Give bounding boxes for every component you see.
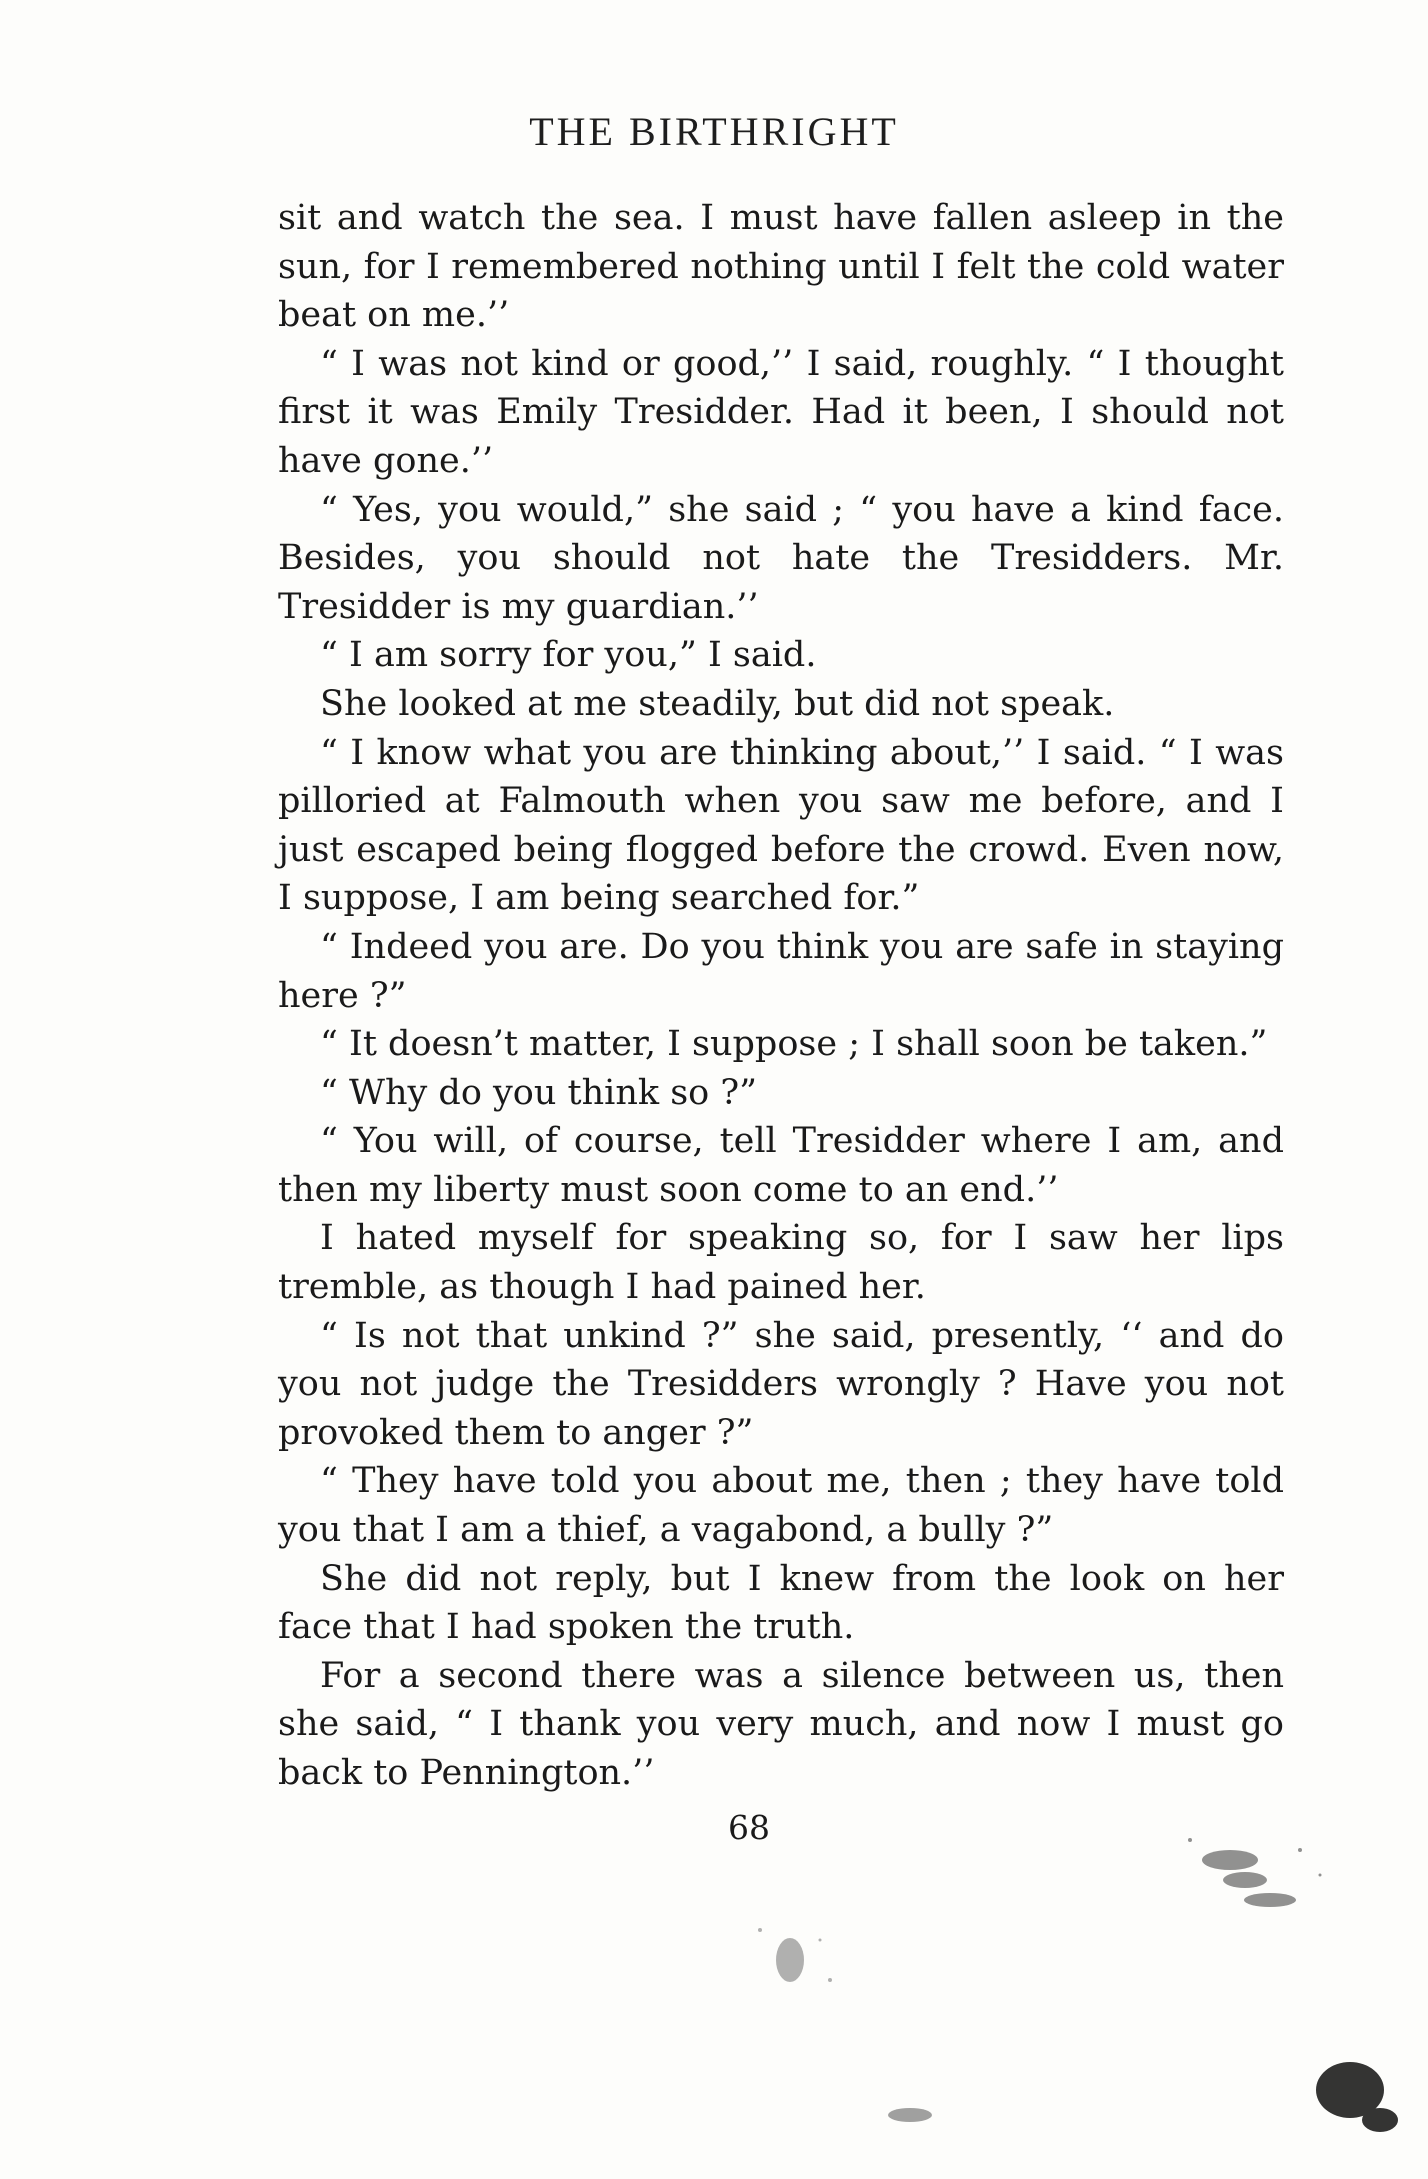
paragraph: sit and watch the sea. I must have fallen asleep in the sun, for I remembered nothing until I felt the cold water beat on me.’’ <box>278 198 1284 336</box>
page-number: 68 <box>728 1808 770 1847</box>
paragraph: “ Is not that unkind ?” she said, presently, ‘‘ and do you not judge the Tresidders wrongly ? Have you not provoked them to anger ?” <box>278 1315 1284 1453</box>
scan-smudge-center <box>730 1900 870 2020</box>
paragraph: “ I am sorry for you,” I said. <box>320 635 817 676</box>
paragraph: “ It doesn’t matter, I suppose ; I shall soon be taken.” <box>320 1024 1268 1065</box>
paragraph: “ Indeed you are. Do you think you are safe in staying here ?” <box>278 926 1284 1016</box>
paragraph: She looked at me steadily, but did not speak. <box>320 683 1115 724</box>
paragraph: “ I was not kind or good,’’ I said, roughly. “ I thought first it was Emily Tresidder. Had it been, I should not have gone.’’ <box>278 343 1284 481</box>
running-head: THE BIRTHRIGHT <box>529 109 899 154</box>
paragraph: “ You will, of course, tell Tresidder where I am, and then my liberty must soon come to an end.’’ <box>278 1121 1284 1210</box>
body-text <box>278 194 1284 1798</box>
paragraph: “ I know what you are thinking about,’’ I said. “ I was pilloried at Falmouth when you saw me before, and I just escaped being flogged before the crowd. Even now, I suppose, I am being searched for.” <box>278 732 1284 919</box>
paragraph: I hated myself for speaking so, for I saw her lips tremble, as though I had pained her. <box>278 1218 1284 1308</box>
paragraph: “ They have told you about me, then ; they have told you that I am a thief, a vagabond, a bully ?” <box>278 1461 1284 1551</box>
scan-smudge-corner <box>1290 2030 1420 2179</box>
scan-speck-bottom <box>860 2090 960 2140</box>
paragraph: For a second there was a silence between us, then she said, “ I thank you very much, and now I must go back to Pennington.’’ <box>278 1655 1284 1793</box>
paragraph: “ Yes, you would,” she said ; “ you have a kind face. Besides, you should not hate the Tresidders. Mr. Tresidder is my guardian.’’ <box>278 489 1284 627</box>
paragraph: “ Why do you think so ?” <box>320 1072 758 1113</box>
paragraph: She did not reply, but I knew from the look on her face that I had spoken the truth. <box>278 1558 1284 1648</box>
